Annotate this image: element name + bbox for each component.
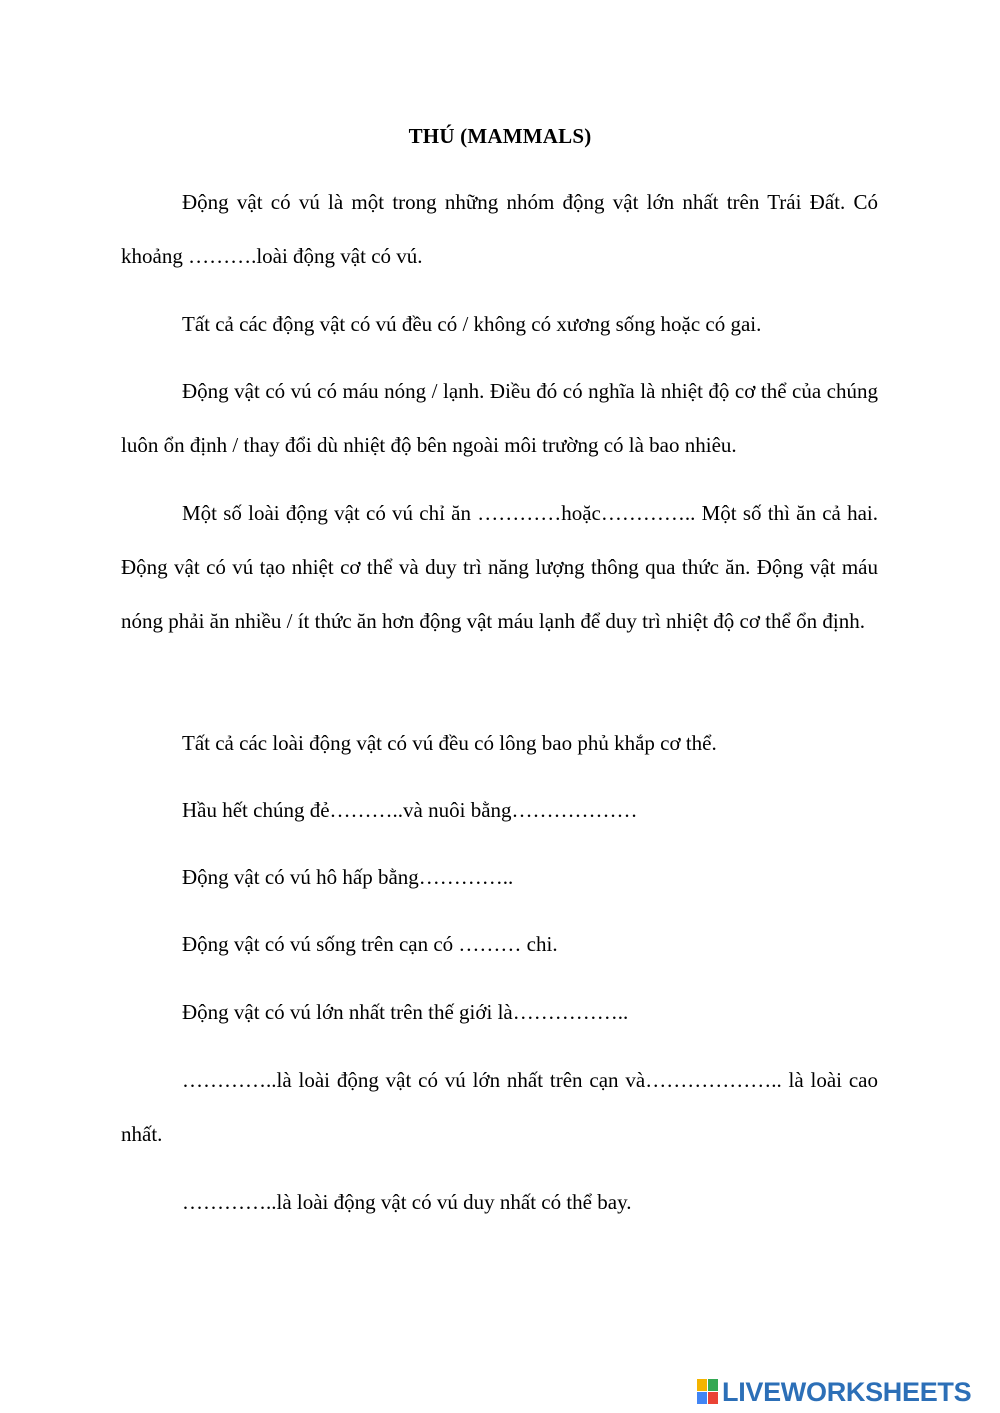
paragraph-5: Tất cả các loài động vật có vú đều có lông bao phủ khắp cơ thể. — [182, 731, 717, 755]
paragraph-3: Động vật có vú có máu nóng / lạnh. Điều đó có nghĩa là nhiệt độ cơ thể của chúng luôn ổn định / thay đổi dù nhiệt độ bên ngoài môi trường có là bao nhiêu. — [121, 379, 878, 457]
paragraph-4: Một số loài động vật có vú chỉ ăn …………hoặc………….. Một số thì ăn cả hai. Động vật có vú tạo nhiệt cơ thể và duy trì năng lượng thông qua thức ăn. Động vật máu nóng phải ăn nhiều / ít thức ăn hơn động vật máu lạnh để duy trì nhiệt độ cơ thể ổn định. — [121, 501, 878, 633]
paragraph-8: Động vật có vú sống trên cạn có ……… chi. — [182, 932, 558, 956]
paragraph-11: …………..là loài động vật có vú duy nhất có thể bay. — [182, 1190, 632, 1214]
brand-text: LIVEWORKSHEETS — [722, 1377, 972, 1407]
page-title: THÚ (MAMMALS) — [408, 124, 592, 148]
paragraph-10: …………..là loài động vật có vú lớn nhất trên cạn và……………….. là loài cao nhất. — [121, 1068, 878, 1146]
paragraph-6: Hầu hết chúng đẻ………..và nuôi bằng……………… — [182, 798, 638, 822]
paragraph-9: Động vật có vú lớn nhất trên thế giới là…………….. — [182, 1000, 629, 1024]
paragraph-2: Tất cả các động vật có vú đều có / không có xương sống hoặc có gai. — [182, 312, 762, 336]
paragraph-7: Động vật có vú hô hấp bằng………….. — [182, 865, 514, 889]
paragraph-1: Động vật có vú là một trong những nhóm động vật lớn nhất trên Trái Đất. Có khoảng ……….loài động vật có vú. — [121, 190, 878, 268]
liveworksheets-logo-icon — [697, 1379, 719, 1405]
liveworksheets-brand — [697, 1375, 971, 1409]
